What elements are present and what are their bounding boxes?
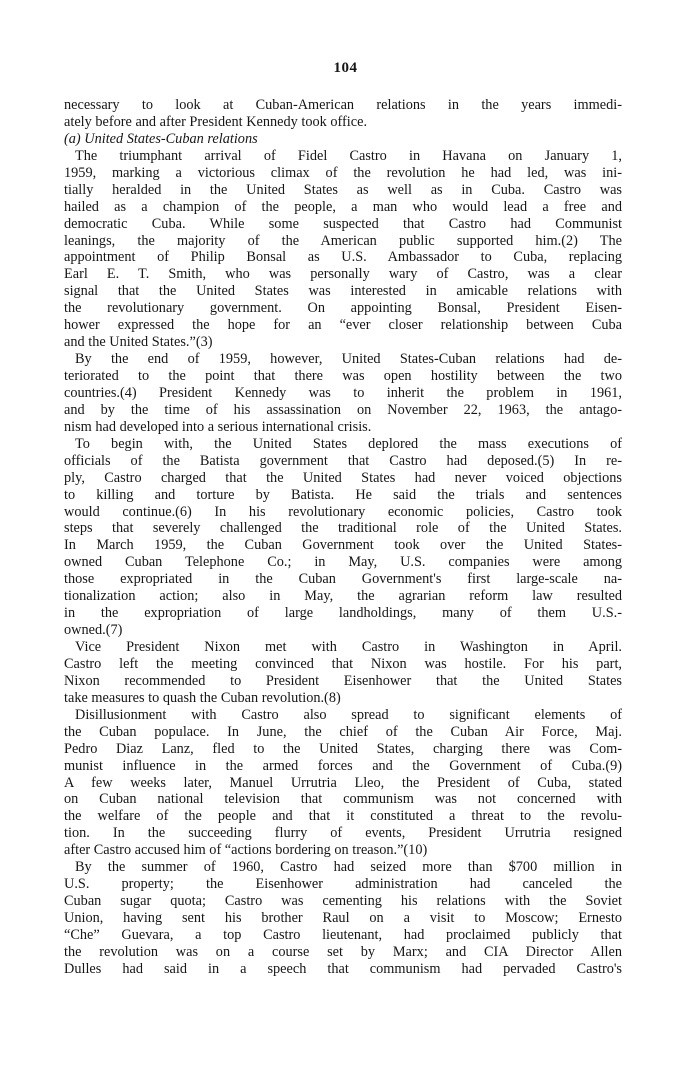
text-line: countries.(4) President Kennedy was to inherit the problem in 1961, [64,384,622,401]
text-line: to killing and torture by Batista. He said the trials and sentences [64,486,622,503]
text-line: “Che” Guevara, a top Castro lieutenant, had proclaimed publicly that [64,926,622,943]
text-line: the revolution was on a course set by Marx; and CIA Director Allen [64,943,622,960]
text-line: In March 1959, the Cuban Government took over the United States- [64,537,622,554]
text-line: the welfare of the people and that it constituted a threat to the revolu- [64,808,622,825]
text-line: tion. In the succeeding flurry of events, President Urrutria resigned [64,825,622,842]
text-line: tially heralded in the United States as well as in Cuba. Castro was [64,181,622,198]
text-line: Castro left the meeting convinced that Nixon was hostile. For his part, [64,655,622,672]
text-line: steps that severely challenged the traditional role of the United States. [64,520,622,537]
text-line: in the expropriation of large landholdings, many of them U.S.- [64,605,622,622]
text-line: Disillusionment with Castro also spread to significant elements of [75,706,622,723]
text-line: appointment of Philip Bonsal as U.S. Ambassador to Cuba, replacing [64,249,622,266]
text-line: the revolutionary government. On appointing Bonsal, President Eisen- [64,300,622,317]
text-line: By the end of 1959, however, United States-Cuban relations had de- [75,351,622,368]
text-line: tionalization action; also in May, the agrarian reform law resulted [64,588,622,605]
text-line: 1959, marking a victorious climax of the revolution he had led, was ini- [64,164,622,181]
text-line: those expropriated in the Cuban Government's first large-scale na- [64,571,622,588]
text-line: Vice President Nixon met with Castro in Washington in April. [75,639,622,655]
body-text [64,97,622,978]
text-line: officials of the Batista government that Castro had deposed.(5) In re- [64,452,622,469]
text-line: on Cuban national television that communism was not concerned with [64,791,622,808]
text-line: Cuban sugar quota; Castro was cementing his relations with the Soviet [64,893,622,910]
text-line: munist influence in the armed forces and the Government of Cuba.(9) [64,757,622,774]
text-line: A few weeks later, Manuel Urrutria Lleo, the President of Cuba, stated [64,774,622,791]
page-number: 104 [333,60,358,76]
text-line: take measures to quash the Cuban revolution.(8) [64,689,341,706]
text-line: would continue.(6) In his revolutionary economic policies, Castro took [64,503,622,520]
text-line: The triumphant arrival of Fidel Castro in Havana on January 1, [75,147,622,164]
text-line: Pedro Diaz Lanz, fled to the United States, charging there was Com- [64,740,622,757]
text-line: democratic Cuba. While some suspected that Castro had Communist [64,215,622,232]
text-line: Earl E. T. Smith, who was personally wary of Castro, was a clear [64,266,622,283]
text-line: leanings, the majority of the American public supported him.(2) The [64,232,622,249]
text-line: Dulles had said in a speech that communism had pervaded Castro's [64,960,622,977]
text-line: owned.(7) [64,622,123,639]
text-line: and by the time of his assassination on November 22, 1963, the antago- [64,401,622,418]
text-line: necessary to look at Cuban-American relations in the years immedi- [64,97,622,113]
text-line: ately before and after President Kennedy took office. [64,113,368,130]
text-line: and the United States.”(3) [64,334,213,351]
section-heading: (a) United States-Cuban relations [64,130,258,147]
text-line: To begin with, the United States deplored the mass executions of [75,435,622,452]
text-line: the Cuban populace. In June, the chief of the Cuban Air Force, Maj. [64,723,622,740]
text-line: Nixon recommended to President Eisenhower that the United States [64,672,622,689]
text-line: teriorated to the point that there was open hostility between the two [64,368,622,384]
text-line: By the summer of 1960, Castro had seized more than $700 million in [75,859,622,876]
text-line: ply, Castro charged that the United States had never voiced objections [64,469,622,486]
text-line: U.S. property; the Eisenhower administration had canceled the [64,876,622,893]
text-line: Union, having sent his brother Raul on a visit to Moscow; Ernesto [64,910,622,926]
text-line: signal that the United States was interested in amicable relations with [64,283,622,300]
text-line: hower expressed the hope for an “ever closer relationship between Cuba [64,317,622,334]
text-line: nism had developed into a serious international crisis. [64,418,372,435]
text-line: after Castro accused him of “actions bordering on treason.”(10) [64,842,428,859]
text-line: hailed as a champion of the people, a man who would lead a free and [64,198,622,215]
text-line: owned Cuban Telephone Co.; in May, U.S. companies were among [64,554,622,571]
